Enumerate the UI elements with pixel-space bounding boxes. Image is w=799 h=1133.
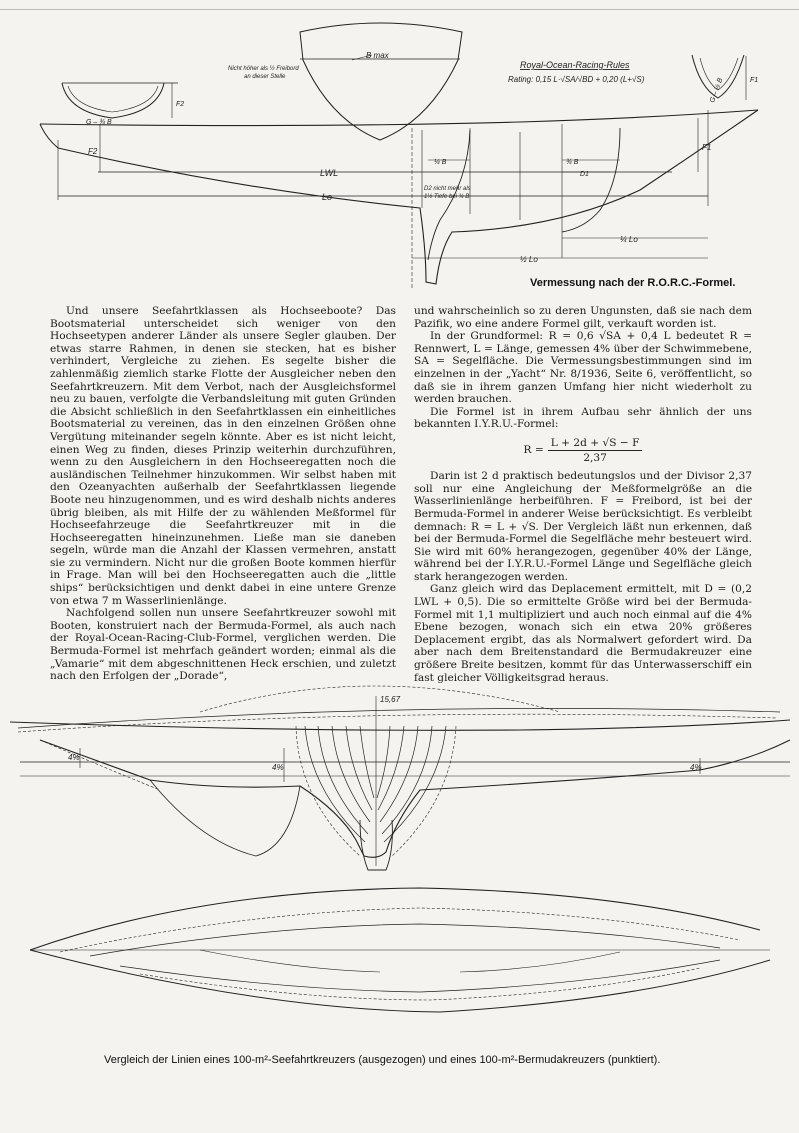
label-pct-right: 4% (690, 763, 702, 772)
paragraph-iyru: Die Formel ist in ihrem Aufbau sehr ähnlich der uns bekannten I.Y.R.U.-Formel: (414, 405, 752, 431)
paragraph-nachfolgend: Nachfolgend sollen nun unsere Seefahrtkreuzer sowohl mit Booten, konstruiert nach der Bermuda-Formel, als auch nach der Royal-Ocean-Racing-Club-Formel, verglichen werden. Die Bermuda-Formel ist mehrfach geändert worden; einmal als die „Vamarie“ mit dem abgeschnittenen Heck erschien, und zuletzt nach den Erfolgen der „Dorade“, (50, 607, 396, 683)
label-bmax: B max (366, 51, 389, 60)
label-quarter-b-right: ¾ B (566, 159, 579, 166)
label-half-lo: ½ Lo (520, 255, 538, 264)
label-d1: D1 (580, 171, 589, 178)
text-column-right (414, 305, 752, 684)
label-pct-left: 4% (68, 753, 80, 762)
iyru-formula (414, 437, 752, 464)
text-column-left (50, 305, 396, 683)
label-quarter-lo: ¼ Lo (620, 235, 638, 244)
label-freibord-note-2: an dieser Stelle (244, 74, 286, 80)
formula-lhs: R = (523, 444, 544, 457)
paragraph-grundformel: In der Grundformel: R = 0,6 √SA + 0,4 L bedeutet R = Rennwert, L = Länge, gemessen 4% über der Schwimmebene, SA = Segelfläche. Die Vermessungsbestimmungen sind im einzelnen in der „Yacht“ Nr. 8/1936, Seite 6, veröffentlicht, so daß sie in ihrem ganzen Umfang hier nicht wiederholt zu werden brauchen. (414, 330, 752, 406)
label-d2-note-2: 1½ Tiefe bei ¾ B (424, 194, 470, 200)
label-height: 15,67 (380, 695, 401, 704)
label-lwl: LWL (320, 168, 339, 178)
paragraph-seefahrtklassen: Und unsere Seefahrtklassen als Hochseeboote? Das Bootsmaterial unterscheidet sich weniger von den Hochseetypen anderer Länder als unsere Segler glauben. Der etwas starre Rahmen, in denen sie stecken, hat es bisher verhindert, Vergleiche zu ziehen. Es segelte bisher die zahlenmäßig ziemlich starke Flotte der Ausgleicher neben den Seefahrtkreuzern. Mit dem Verbot, nach der Ausgleichsformel neu zu bauen, verfolgte die Verbandsleitung mit guten Gründen die Absicht schließlich in den Seefahrtklassen ein einheitliches Bootsmaterial zu vereinen, das in den einzelnen Größen ohne Vergütung miteinander segeln könnte. Aber es ist nicht leicht, einen Weg zu finden, dieses Prinzip weiterhin durchzuführen, wenn zu den Ausgleichern in den Hochseeregatten noch die ausländischen Teilnehmer hinzukommen. Wir selbst haben mit den Ozeanyachten außerhalb der Seefahrtklassen liegende Boote neu hinzugenommen, und es wird deshalb nichts anderes übrig bleiben, als mit Hilfe der zu wählenden Meßformel für Hochseefahrzeuge die Seefahrtkreuzer mit in die Hochseeregatten hineinzunehmen. Ließe man sie daneben segeln, würde man die Anzahl der Klassen vermehren, anstatt sie zu vermindern. Nicht nur die großen Boote kommen hierfür in Frage. Man will bei den Hochseeregatten auch die „little ships“ berücksichtigen und denkt dabei in eine untere Grenze von etwa 7 m Wasserlinienlänge. (50, 305, 396, 607)
paragraph-deplacement: Ganz gleich wird das Deplacement ermittelt, mit D = (0,2 LWL + 0,5). Die so ermittelte Größe wird bei der Bermuda-Formel mit 1,1 multipliziert und auch noch einmal auf die 4% Ebene bezogen, wonach sich ein etwa 20% größeres Deplacement ergibt, das als Normalwert gefordert wird. Da aber nach dem Breitenstandard die Bermudakreuzer eine größere Breite besitzen, kommt für das Unterwasserschiff ein fast gleicher Völligkeitsgrad heraus. (414, 583, 752, 684)
label-rating-formula: Rating: 0,15 L·√SA/√BD + 0,20 (L+√S) (508, 75, 645, 84)
rorc-measurement-diagram (0, 0, 799, 300)
label-f1-small: F1 (750, 77, 759, 84)
top-figure-caption: Vermessung nach der R.O.R.C.-Formel. (530, 277, 736, 289)
formula-denominator: 2,37 (583, 451, 607, 464)
label-pct-mid: 4% (272, 763, 284, 772)
label-lo: Lo (322, 192, 333, 202)
paragraph-pazifik: und wahrscheinlich so zu deren Ungunsten, daß sie nach dem Pazifik, wo eine andere Formel gilt, verkauft worden ist. (414, 305, 752, 330)
formula-numerator: L + 2d + √S − F (548, 437, 643, 451)
paragraph-divisor: Darin ist 2 d praktisch bedeutungslos und der Divisor 2,37 soll nur eine Angleichung der Meßformelgröße an die Wasserlinienlänge herbeiführen. F = Freibord, ist bei der Bermuda-Formel in anderer Weise berücksichtigt. Es verbleibt demnach: R = L + √S. Der Vergleich läßt nun erkennen, daß bei der Bermuda-Formel die Segelfläche mehr besteuert wird. Sie wird mit 60% herangezogen, gegenüber 40% der Länge, während bei der I.Y.R.U.-Formel Länge und Segelfläche gleich stark herangezogen werden. (414, 470, 752, 583)
label-f2-small: F2 (176, 101, 185, 108)
label-quarter-b-left: ¼ B (434, 159, 447, 166)
label-g-right: G – ½ B (709, 77, 725, 104)
label-freibord-note-1: Nicht höher als ½ Freibord (228, 66, 299, 72)
label-rorc-title: Royal-Ocean-Racing-Rules (520, 60, 630, 70)
label-g-left: G – ¾ B (86, 119, 112, 126)
label-f1: F1 (702, 143, 712, 152)
bottom-figure-caption: Vergleich der Linien eines 100-m²-Seefahrtkreuzers (ausgezogen) und eines 100-m²-Bermudakreuzers (punktiert). (104, 1054, 661, 1066)
label-f2: F2 (88, 147, 98, 156)
label-d2-note-1: D2 nicht mehr als (424, 186, 471, 192)
